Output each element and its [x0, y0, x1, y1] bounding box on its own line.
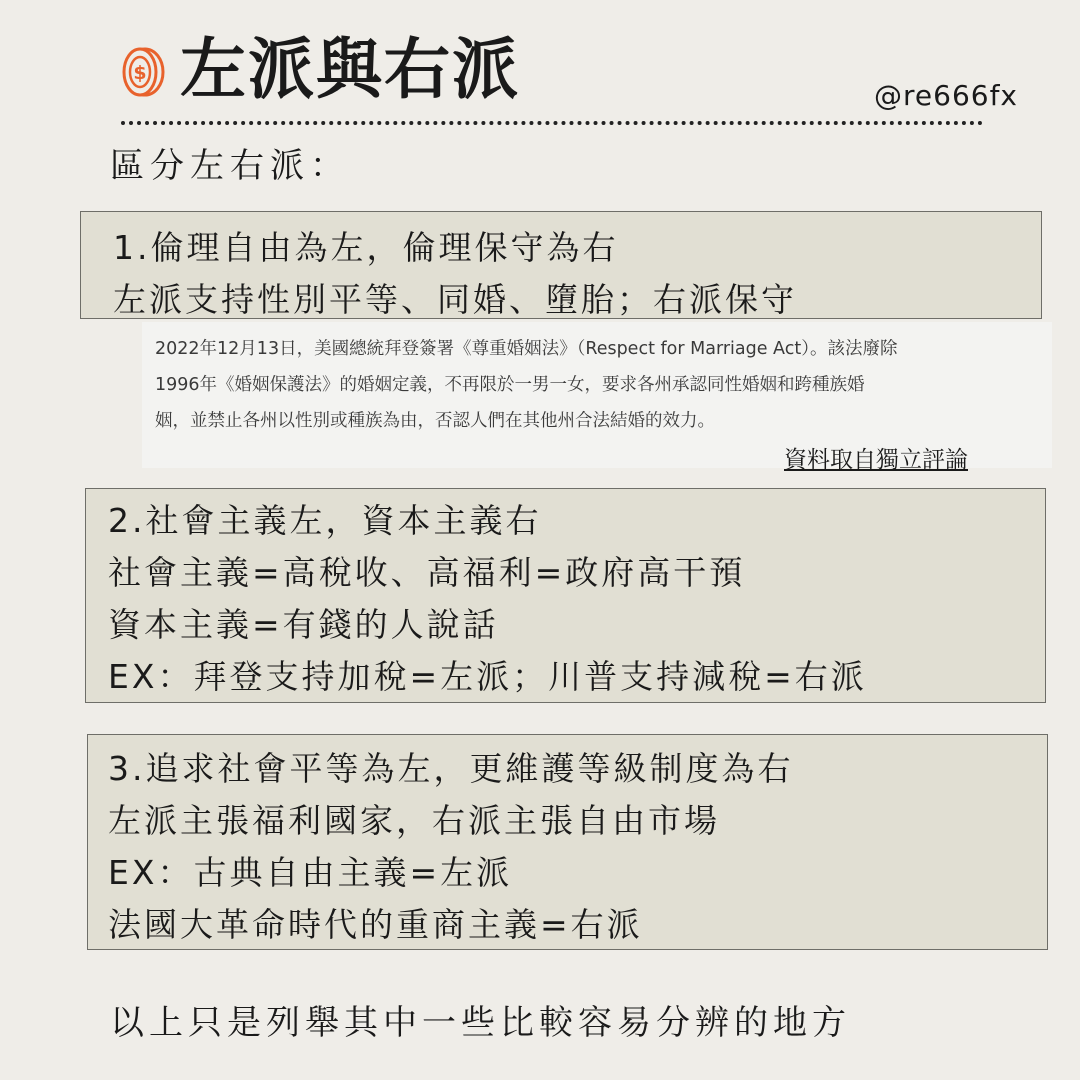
coin-dollar-icon	[121, 46, 165, 98]
economics-detail: 資本主義=有錢的人說話	[108, 605, 499, 644]
economics-detail: 社會主義=高稅收、高福利=政府高干預	[108, 553, 746, 592]
equality-heading: 3.追求社會平等為左，更維護等級制度為右	[108, 749, 794, 788]
equality-section-box	[87, 734, 1048, 950]
equality-detail: 左派主張福利國家，右派主張自由市場	[108, 801, 720, 840]
economics-example: EX：拜登支持加稅=左派；川普支持減稅=右派	[108, 657, 867, 696]
source-link[interactable]: 資料取自獨立評論	[784, 447, 968, 473]
svg-text:$: $	[133, 62, 147, 84]
section-heading: 區分左右派：	[110, 146, 350, 186]
economics-section-box	[85, 488, 1046, 703]
page-title: 左派與右派	[180, 31, 520, 108]
quote-line: 1996年《婚姻保護法》的婚姻定義，不再限於一男一女，要求各州承認同性婚姻和跨種族婚	[155, 375, 865, 395]
quote-line: 2022年12月13日，美國總統拜登簽署《尊重婚姻法》（Respect for Marriage Act）。該法廢除	[155, 339, 898, 359]
footer-note: 以上只是列舉其中一些比較容易分辨的地方	[110, 1003, 851, 1043]
dotted-divider	[121, 121, 983, 125]
equality-example: EX：古典自由主義=左派	[108, 853, 513, 892]
equality-example: 法國大革命時代的重商主義=右派	[108, 905, 643, 944]
economics-heading: 2.社會主義左，資本主義右	[108, 501, 542, 540]
ethics-heading: 1.倫理自由為左，倫理保守為右	[113, 228, 619, 267]
ethics-detail: 左派支持性別平等、同婚、墮胎；右派保守	[113, 280, 797, 319]
author-handle: @re666fx	[874, 79, 1018, 112]
ethics-section-box	[80, 211, 1042, 319]
quote-line: 姻，並禁止各州以性別或種族為由，否認人們在其他州合法結婚的效力。	[155, 411, 715, 431]
